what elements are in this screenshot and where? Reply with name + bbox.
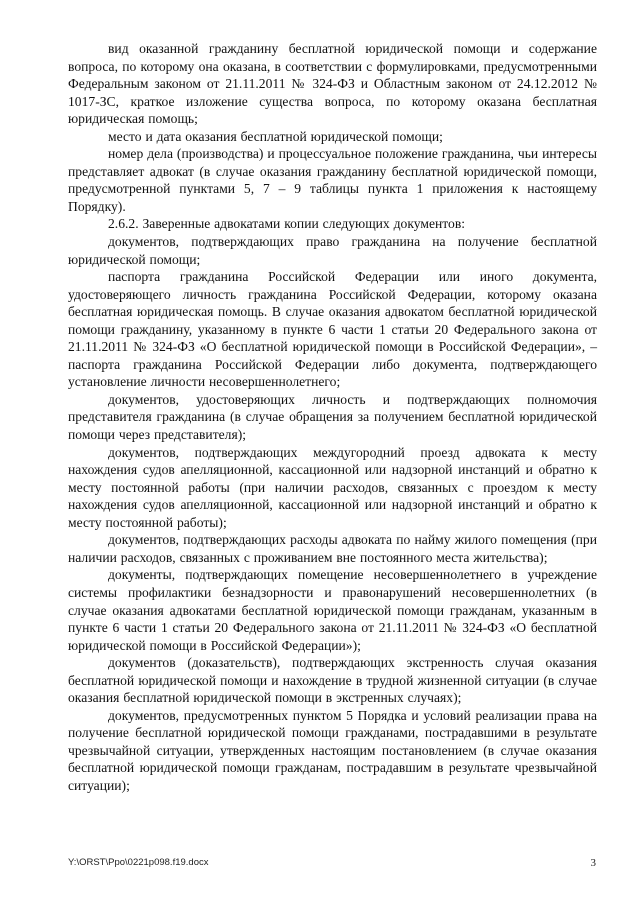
paragraph-place-date: место и дата оказания бесплатной юридической помощи; [108,128,443,144]
paragraph-service-type: вид оказанной гражданину бесплатной юридической помощи и содержание вопроса, по которому она оказана, в соответствии с формулировками, предусмотренными Федеральным законом от 21.11.2011 № 324-ФЗ и Областным законом от 24.12.2012 № 1017-ЗС, краткое изложение существа вопроса, по которому оказана бесплатная юридическая помощь; [68,41,597,127]
paragraph-case-number: номер дела (производства) и процессуальное положение гражданина, чьи интересы представляет адвокат (в случае оказания гражданину бесплатной юридической помощи, предусмотренной пунктами 5, 7 – 9 таблицы пункта 1 приложения к настоящему Порядку). [68,146,597,214]
paragraph-minor-placement-documents: документы, подтверждающих помещение несовершеннолетнего в учреждение системы профилактики безнадзорности и правонарушений несовершеннолетних (в случае оказания адвокатами бесплатной юридической помощи гражданам, указанным в пункте 6 части 1 статьи 20 Федерального закона от 21.11.2011 № 324-ФЗ «О бесплатной юридической помощи в Российской Федерации»); [68,567,597,653]
paragraph-representative-documents: документов, удостоверяющих личность и подтверждающих полномочия представителя гражданина (в случае обращения за получением бесплатной юридической помощи через представителя); [68,391,597,443]
paragraph-passport: паспорта гражданина Российской Федерации или иного документа, удостоверяющего личность гражданина Российской Федерации, которому оказана бесплатная юридическая помощь. В случае оказания адвокатом бесплатной юридической помощи гражданину, указанному в пункте 6 части 1 статьи 20 Федерального закона от 21.11.2011 № 324-ФЗ «О бесплатной юридической помощи в Российской Федерации», – паспорта гражданина Российской Федерации либо документа, подтверждающего установление личности несовершеннолетнего; [68,269,597,390]
paragraph-emergency-victims: документов, предусмотренных пунктом 5 Порядка и условий реализации права на получение бесплатной юридической помощи гражданами, пострадавшими в результате чрезвычайной ситуации, утвержденных настоящим постановлением (в случае оказания бесплатной юридической помощи гражданам, пострадавшим в результате чрезвычайной ситуации); [68,707,597,793]
paragraph-section-2-6-2: 2.6.2. Заверенные адвокатами копии следующих документов: [108,216,466,232]
paragraph-accommodation-documents: документов, подтверждающих расходы адвоката по найму жилого помещения (при наличии расходов, связанных с проживанием вне постоянного места жительства); [68,532,597,565]
page-number: 3 [590,857,596,869]
document-body [68,40,597,795]
footer-file-path: Y:\ORST\Ppo\0221p098.f19.docx [68,857,209,868]
paragraph-entitlement-documents: документов, подтверждающих право гражданина на получение бесплатной юридической помощи; [68,234,597,267]
paragraph-emergency-evidence: документов (доказательств), подтверждающих экстренность случая оказания бесплатной юридической помощи и нахождение в трудной жизненной ситуации (в случае оказания бесплатной юридической помощи в экстренных случаях); [68,655,597,706]
paragraph-travel-documents: документов, подтверждающих междугородний проезд адвоката к месту нахождения судов апелляционной, кассационной или надзорной инстанций и обратно к месту постоянной работы (при наличии расходов, связанных с проездом к месту нахождения судов апелляционной, кассационной или надзорной инстанций и обратно к месту постоянной работы); [68,444,597,530]
